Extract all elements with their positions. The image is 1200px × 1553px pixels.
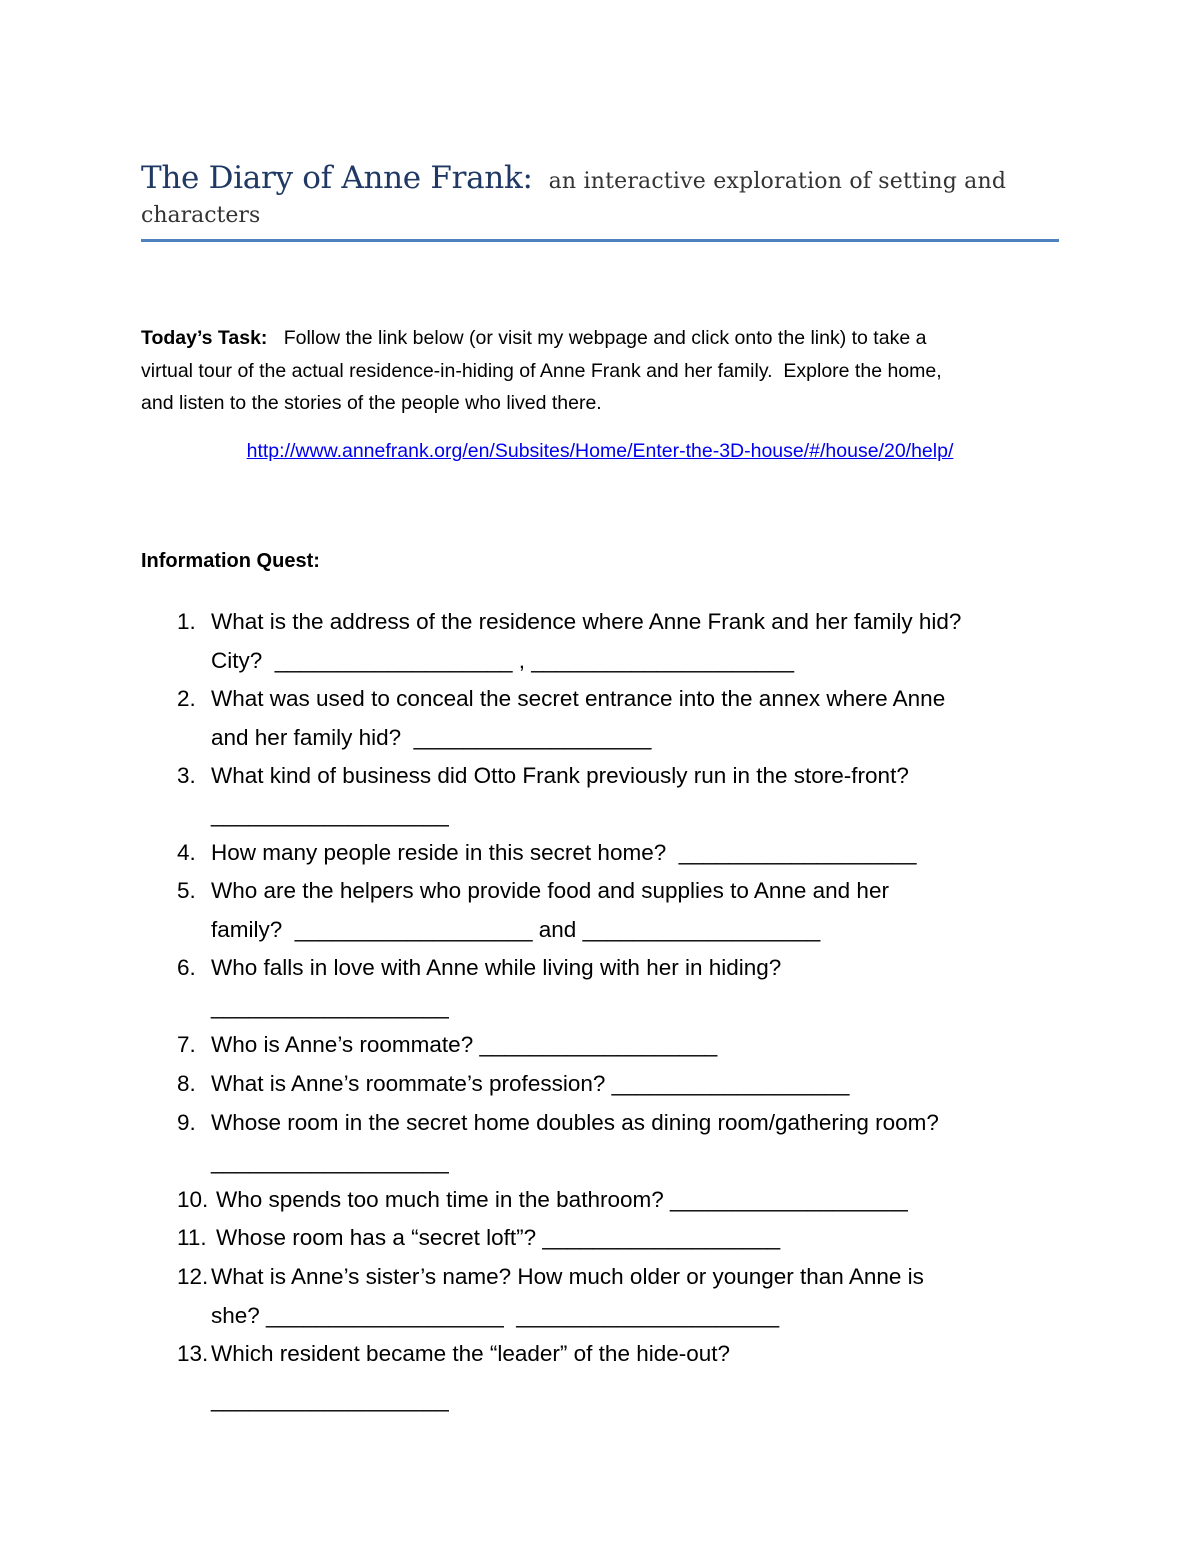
question-text: What is the address of the residence where Anne Frank and her family hid?: [211, 609, 962, 634]
answer-blank[interactable]: family? ___________________ and ___________________: [211, 917, 821, 942]
question-number: 9.: [177, 1110, 196, 1135]
title-block: [141, 156, 1059, 233]
tour-link-container: [0, 440, 1200, 463]
question-text: What is Anne’s roommate’s profession? ___________________: [211, 1071, 850, 1096]
question-text: Whose room in the secret home doubles as dining room/gathering room?: [211, 1110, 939, 1135]
title-divider: [141, 239, 1059, 242]
question-text: Who are the helpers who provide food and supplies to Anne and her: [211, 878, 889, 903]
question-text: Whose room has a “secret loft”? ___________________: [216, 1225, 781, 1250]
task-line-2: virtual tour of the actual residence-in-hiding of Anne Frank and her family. Explore the home,: [141, 359, 942, 382]
question-text: How many people reside in this secret home? ___________________: [211, 840, 917, 865]
question-number: 7.: [177, 1032, 196, 1057]
answer-blank[interactable]: ___________________: [211, 1149, 449, 1174]
question-text: What is Anne’s sister’s name? How much older or younger than Anne is: [211, 1264, 924, 1289]
question-text: Who is Anne’s roommate? ___________________: [211, 1032, 718, 1057]
question-number: 1.: [177, 609, 196, 634]
task-paragraph: [141, 322, 1059, 420]
question-number: 13.: [177, 1341, 209, 1366]
answer-blank[interactable]: ___________________: [211, 994, 449, 1019]
question-number: 2.: [177, 686, 196, 711]
question-text: What kind of business did Otto Frank previously run in the store-front?: [211, 763, 909, 788]
task-line-1: [141, 322, 1059, 355]
tour-link[interactable]: http://www.annefrank.org/en/Subsites/Home/Enter-the-3D-house/#/house/20/help/: [246, 440, 954, 462]
question-number: 4.: [177, 840, 196, 865]
question-text: Who spends too much time in the bathroom? ___________________: [216, 1187, 908, 1212]
question-number: 10.: [177, 1187, 209, 1212]
page-subtitle: an interactive exploration of setting and: [548, 169, 1007, 194]
question-text: What was used to conceal the secret entrance into the annex where Anne: [211, 686, 946, 711]
answer-blank[interactable]: City? ___________________ , _____________________: [211, 648, 795, 673]
answer-blank[interactable]: ___________________: [211, 1387, 449, 1412]
question-number: 8.: [177, 1071, 196, 1096]
answer-blank[interactable]: and her family hid? ___________________: [211, 725, 652, 750]
question-number: 12.: [177, 1264, 209, 1289]
page-title: The Diary of Anne Frank:: [141, 160, 533, 196]
question-number: 3.: [177, 763, 196, 788]
question-number: 11.: [177, 1225, 207, 1250]
task-line-3: and listen to the stories of the people who lived there.: [141, 392, 602, 414]
task-text-1: Follow the link below (or visit my webpage and click onto the link) to take a: [283, 327, 927, 349]
question-text: Which resident became the “leader” of the hide-out?: [211, 1341, 731, 1366]
task-label: Today’s Task:: [141, 327, 268, 349]
title-line: [141, 156, 1059, 205]
answer-blank[interactable]: she? ___________________ _____________________: [211, 1303, 780, 1328]
answer-blank[interactable]: ___________________: [211, 802, 449, 827]
question-text: Who falls in love with Anne while living with her in hiding?: [211, 955, 782, 980]
page-subtitle-continued: characters: [141, 203, 261, 228]
question-number: 6.: [177, 955, 196, 980]
question-number: 5.: [177, 878, 196, 903]
quest-heading: Information Quest:: [141, 550, 320, 572]
